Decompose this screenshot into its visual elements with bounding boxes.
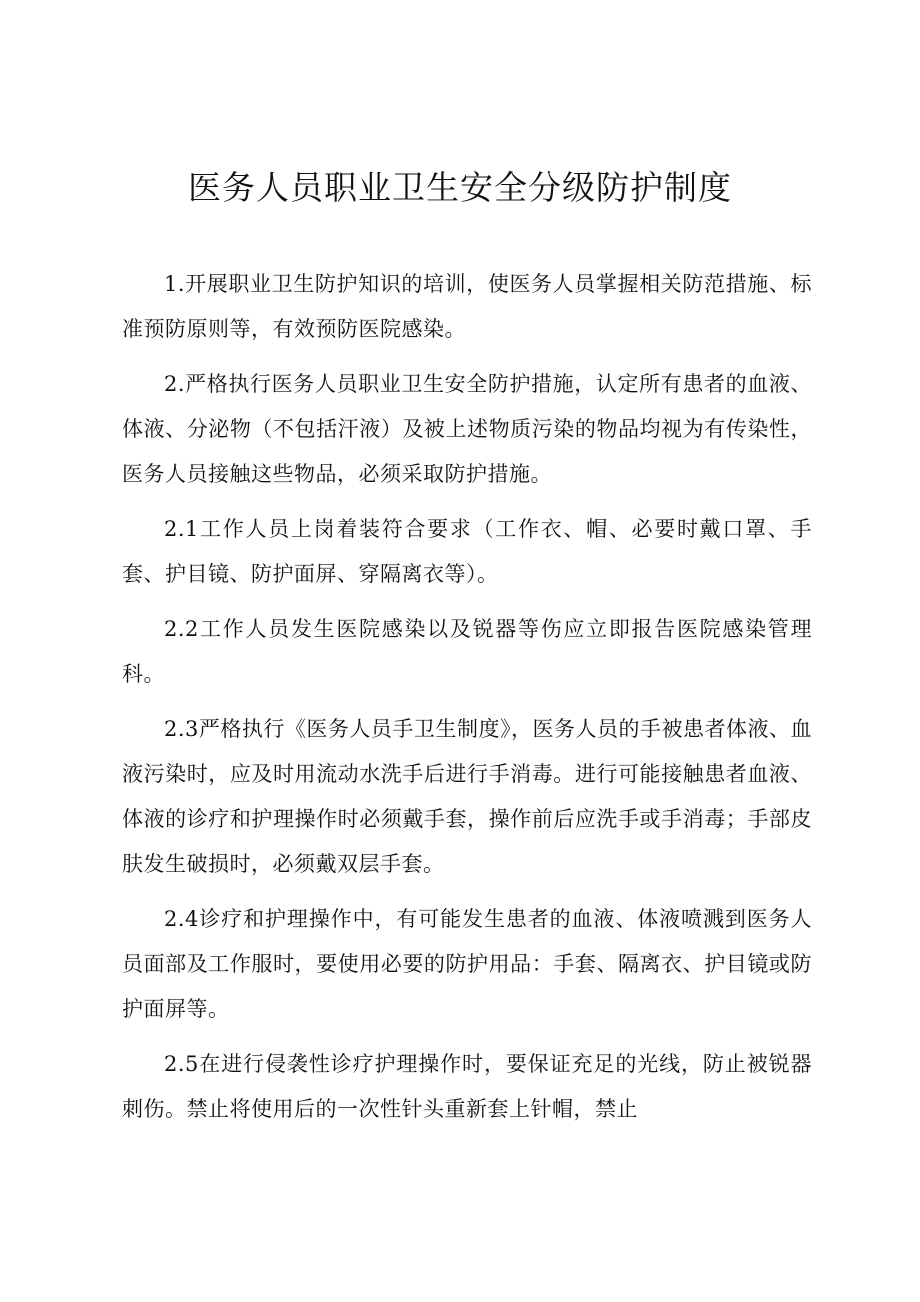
paragraph-2-4: 2.4诊疗和护理操作中，有可能发生患者的血液、体液喷溅到医务人员面部及工作服时，要使用必要的防护用品：手套、隔离衣、护目镜或防护面屏等。 (122, 907, 812, 1021)
paragraph-2: 2.严格执行医务人员职业卫生安全防护措施，认定所有患者的血液、体液、分泌物（不包括汗液）及被上述物质污染的物品均视为有传染性，医务人员接触这些物品，必须采取防护措施。 (122, 372, 812, 486)
document-body (122, 262, 812, 1142)
paragraph-2-5: 2.5在进行侵袭性诊疗护理操作时，要保证充足的光线，防止被锐器刺伤。禁止将使用后的一次性针头重新套上针帽，禁止 (122, 1052, 812, 1121)
paragraph-2-1: 2.1工作人员上岗着装符合要求（工作衣、帽、必要时戴口罩、手套、护目镜、防护面屏、穿隔离衣等）。 (122, 517, 812, 586)
paragraph-2-2: 2.2工作人员发生医院感染以及锐器等伤应立即报告医院感染管理科。 (122, 617, 812, 686)
paragraph-1: 1.开展职业卫生防护知识的培训，使医务人员掌握相关防范措施、标准预防原则等，有效预防医院感染。 (122, 272, 812, 341)
document-title: 医务人员职业卫生安全分级防护制度 (188, 168, 732, 207)
paragraph-2-3: 2.3严格执行《医务人员手卫生制度》，医务人员的手被患者体液、血液污染时，应及时用流动水洗手后进行手消毒。进行可能接触患者血液、体液的诊疗和护理操作时必须戴手套，操作前后应洗手或手消毒；手部皮肤发生破损时，必须戴双层手套。 (122, 717, 812, 876)
